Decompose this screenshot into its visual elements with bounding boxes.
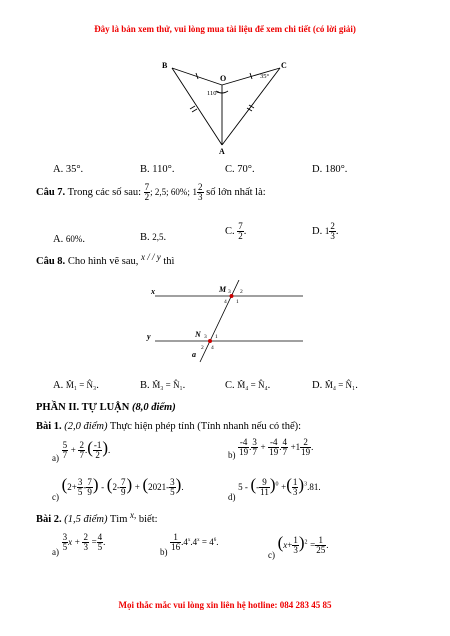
q8-option-c: C. M̂₄ = N̂₄. — [225, 380, 271, 391]
svg-text:4: 4 — [211, 345, 214, 351]
q6-option-d: D. 180°. — [312, 164, 348, 175]
svg-text:N: N — [195, 330, 201, 339]
angle-c-label: 35° — [260, 73, 270, 80]
svg-text:1: 1 — [215, 334, 218, 340]
b1-b: b) $\frac{-4}{19}$ . $\frac{3}{7}$ + $\frac{-4}{19}$ . $\frac{4}{7}$ +1 $\frac{2}{19}$ . — [228, 437, 314, 460]
label-o: O — [220, 74, 227, 83]
svg-text:1: 1 — [236, 299, 239, 305]
q8-question: Câu 8. Cho hình vẽ sau, x / / y thì — [36, 252, 175, 267]
svg-text:2: 2 — [240, 289, 243, 295]
b2-c: c) (x+ $\frac{1}{3}$ )$^2$ = $\frac{1}{25}$ . — [268, 533, 329, 560]
q7-option-a: A. 60%. — [53, 234, 85, 245]
svg-text:a: a — [192, 350, 196, 359]
svg-text:x: x — [151, 287, 155, 296]
svg-text:y: y — [147, 332, 151, 341]
q7-option-b: B. 2,5. — [140, 232, 167, 243]
q6-option-a: A. 35°. — [53, 164, 84, 175]
q7-option-c: C. $\frac{7}{2}$ . — [225, 221, 247, 241]
q8-option-d: D. M̂₄ = N̂₁. — [312, 380, 358, 391]
svg-text:3: 3 — [204, 334, 207, 340]
label-c: C — [281, 61, 287, 70]
q7-question: Câu 7. Trong các số sau: $\frac{7}{2}$ ; 2,5; 60%; 1 $\frac{2}{3}$ số lớn nhất là: — [36, 182, 266, 202]
b1-heading: Bài 1. (2,0 điểm) Thực hiện phép tính (Tính nhanh nếu có thể): — [36, 421, 302, 432]
svg-text:3: 3 — [228, 289, 231, 295]
label-b: B — [162, 61, 168, 70]
b1-a: a) $\frac{5}{7}$ + $\frac{2}{7}$ .( $\frac{-1}{2}$ ). — [52, 438, 111, 463]
triangle-figure — [150, 55, 300, 155]
preview-header: Đây là bản xem thử, vui lòng mua tài liệu để xem chi tiết (có lời giải) — [94, 24, 356, 34]
q8-option-b: B. M̂₃ = N̂₁. — [140, 380, 186, 391]
q7-option-d: D. 1 $\frac{2}{3}$ . — [312, 221, 339, 241]
part2-heading: PHẦN II. TỰ LUẬN (8,0 điểm) — [36, 402, 176, 413]
preview-footer: Mọi thắc mắc vui lòng xin liên hệ hotline: 084 283 45 85 — [118, 600, 332, 610]
b2-a: a) $\frac{3}{5}$ x + $\frac{2}{3}$ = $\frac{4}{5}$ . — [52, 532, 106, 557]
point-n — [208, 339, 212, 343]
q8-option-a: A. M̂₁ = N̂₃. — [53, 380, 99, 391]
q6-option-b: B. 110°. — [140, 164, 175, 175]
b1-d: d) 5 - (- $\frac{9}{11}$ )$^0$ +( $\frac{1}{3}$ )$^3$.81. — [228, 475, 321, 502]
segment-ba — [172, 68, 222, 145]
parallel-lines-figure — [145, 280, 310, 370]
label-a: A — [219, 147, 225, 155]
b2-heading: Bài 2. (1,5 điểm) Tìm x, biết: — [36, 510, 158, 525]
svg-text:4: 4 — [224, 299, 227, 305]
b2-b: b) $\frac{1}{16}$ $.4^x.4^x = 4^6$. — [160, 532, 219, 557]
angle-o-label: 110° — [207, 90, 220, 97]
q6-option-c: C. 70°. — [225, 164, 255, 175]
svg-text:2: 2 — [201, 345, 204, 351]
b1-c: c) (2+ $\frac{3}{5}$ - $\frac{7}{9}$ ) - (2- $\frac{7}{9}$ ) + (2021- $\frac{3}{5}$ ). — [52, 475, 184, 502]
svg-text:M: M — [219, 285, 227, 294]
